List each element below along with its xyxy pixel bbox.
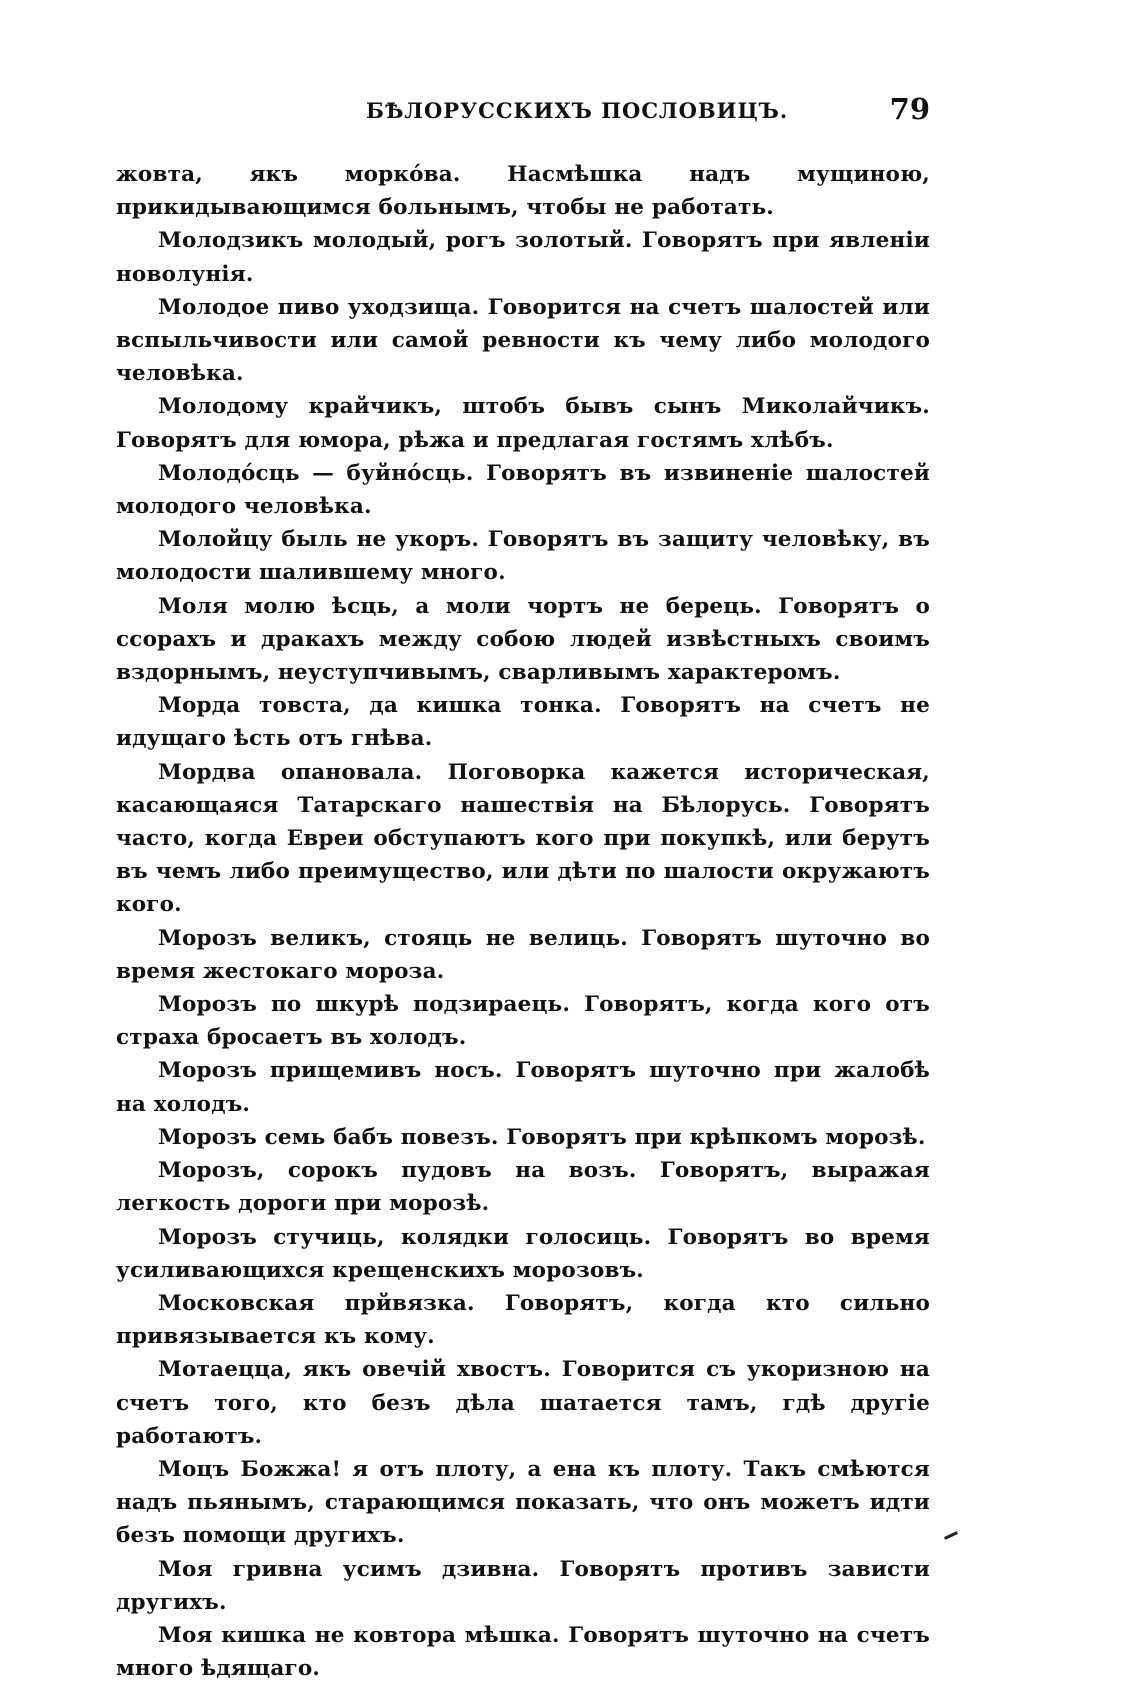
proverb-paragraph: Молодому крайчикъ, штобъ бывъ сынъ Миколайчикъ. Говорятъ для юмора, рѣжа и предлагая гостямъ хлѣбъ.: [116, 394, 930, 453]
proverb-paragraph: Молодóсць — буйнóсць. Говорятъ въ извиненiе шалостей молодого человѣка.: [116, 460, 930, 520]
proverb-paragraph: Морозъ прищемивъ носъ. Говорятъ шуточно при жалобѣ на холодъ.: [116, 1058, 930, 1117]
page-header: [118, 92, 930, 132]
scan-mark: [944, 1531, 958, 1540]
page-number: 79: [889, 92, 930, 126]
proverb-paragraph: Морозъ семь бабъ повезъ. Говорятъ при крѣпкомъ морозѣ.: [158, 1124, 926, 1150]
proverb-paragraph: Молодзикъ молодый, рогъ золотый. Говорятъ при явленiи новолунiя.: [116, 228, 930, 287]
proverb-paragraph: Молойцу быль не укоръ. Говорятъ въ защиту человѣку, въ молодости шалившему много.: [116, 527, 930, 586]
proverb-paragraph: Молодое пиво уходзища. Говорится на счетъ шалостей или вспыльчивости или самой ревности къ чему либо молодого человѣка.: [116, 294, 930, 387]
body-text: [116, 158, 930, 1685]
proverb-paragraph: Морозъ стучиць, колядки голосиць. Говорятъ во время усиливающихся крещенскихъ морозовъ.: [116, 1224, 930, 1283]
proverb-paragraph: Моцъ Божжа! я отъ плоту, а ена къ плоту. Такъ смѣются надъ пьянымъ, старающимся показать, что онъ можетъ идти безъ помощи другихъ.: [116, 1456, 930, 1549]
running-title: БѢЛОРУССКИХЪ ПОСЛОВИЦЪ.: [366, 98, 789, 123]
proverb-paragraph: Мордва опановала. Поговорка кажется историческая, касающаяся Татарскаго нашествiя на Бѣлорусь. Говорятъ часто, когда Евреи обступаютъ кого при покупкѣ, или берутъ въ чемъ либо преимущество, или дѣти по шалости окружаютъ кого.: [116, 759, 930, 918]
proverb-paragraph: Морозъ великъ, стояць не велиць. Говорятъ шуточно во время жестокаго мороза.: [116, 925, 930, 984]
proverb-paragraph: Моя кишка не ковтора мѣшка. Говорятъ шуточно на счетъ много ѣдящаго.: [116, 1622, 930, 1682]
proverb-paragraph: Морозъ по шкурѣ подзираець. Говорятъ, когда кого отъ страха бросаетъ въ холодъ.: [116, 992, 930, 1051]
proverb-paragraph: жовта, якъ моркóва. Насмѣшка надъ мущиною, прикидывающимся больнымъ, чтобы не работать.: [116, 162, 930, 221]
proverb-paragraph: Моя гривна усимъ дзивна. Говорятъ противъ зависти другихъ.: [116, 1556, 930, 1615]
proverb-paragraph: Моля молю ѣсць, а моли чортъ не берець. Говорятъ о ссорахъ и дракахъ между собою людей извѣстныхъ своимъ вздорнымъ, неуступчивымъ, сварливымъ характеромъ.: [116, 593, 930, 686]
proverb-paragraph: Мотаецца, якъ овечiй хвостъ. Говорится съ укоризною на счетъ того, кто безъ дѣла шатается тамъ, гдѣ другiе работаютъ.: [116, 1357, 930, 1449]
proverb-paragraph: Морда товста, да кишка тонка. Говорятъ на счетъ не идущаго ѣсть отъ гнѣва.: [116, 693, 930, 752]
proverb-paragraph: Морозъ, сорокъ пудовъ на возъ. Говорятъ, выражая легкость дороги при морозѣ.: [116, 1158, 930, 1217]
proverb-paragraph: Московская прйвязка. Говорятъ, когда кто сильно привязывается къ кому.: [116, 1290, 930, 1350]
